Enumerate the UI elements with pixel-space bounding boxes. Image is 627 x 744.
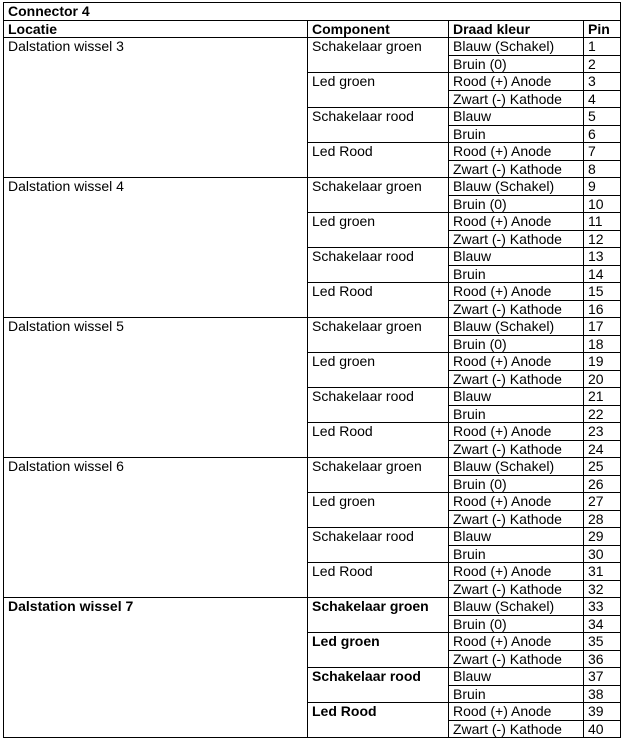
- wire-color-cell: Bruin (0): [449, 615, 584, 633]
- component-cell: Schakelaar groen: [308, 38, 449, 73]
- component-cell: Led groen: [308, 493, 449, 528]
- pin-cell: 6: [584, 125, 621, 143]
- wire-color-cell: Rood (+) Anode: [449, 423, 584, 441]
- pin-cell: 12: [584, 230, 621, 248]
- component-cell: Schakelaar groen: [308, 318, 449, 353]
- pin-cell: 4: [584, 90, 621, 108]
- component-cell: Schakelaar rood: [308, 248, 449, 283]
- component-cell: Schakelaar rood: [308, 108, 449, 143]
- pin-cell: 39: [584, 703, 621, 721]
- pin-cell: 35: [584, 633, 621, 651]
- wire-color-cell: Zwart (-) Kathode: [449, 510, 584, 528]
- wire-color-cell: Zwart (-) Kathode: [449, 370, 584, 388]
- pin-cell: 3: [584, 73, 621, 91]
- component-cell: Led groen: [308, 73, 449, 108]
- table-row: [4, 318, 621, 336]
- pin-cell: 26: [584, 475, 621, 493]
- wire-color-cell: Bruin (0): [449, 195, 584, 213]
- component-cell: Schakelaar groen: [308, 458, 449, 493]
- pin-cell: 38: [584, 685, 621, 703]
- wire-color-cell: Rood (+) Anode: [449, 213, 584, 231]
- component-cell: Led Rood: [308, 143, 449, 178]
- table-row: [4, 458, 621, 476]
- pin-cell: 7: [584, 143, 621, 161]
- component-cell: Led Rood: [308, 423, 449, 458]
- wire-color-cell: Blauw: [449, 668, 584, 686]
- wire-color-cell: Zwart (-) Kathode: [449, 720, 584, 738]
- pin-cell: 21: [584, 388, 621, 406]
- pin-cell: 14: [584, 265, 621, 283]
- wire-color-cell: Zwart (-) Kathode: [449, 650, 584, 668]
- pin-cell: 28: [584, 510, 621, 528]
- wire-color-cell: Bruin: [449, 545, 584, 563]
- wire-color-cell: Blauw: [449, 388, 584, 406]
- wire-color-cell: Blauw (Schakel): [449, 178, 584, 196]
- location-cell: Dalstation wissel 4: [4, 178, 308, 318]
- pin-cell: 27: [584, 493, 621, 511]
- wire-color-cell: Bruin (0): [449, 55, 584, 73]
- location-cell: Dalstation wissel 6: [4, 458, 308, 598]
- pin-cell: 13: [584, 248, 621, 266]
- header-row: [4, 20, 621, 38]
- location-cell: Dalstation wissel 3: [4, 38, 308, 178]
- wire-color-cell: Rood (+) Anode: [449, 493, 584, 511]
- pin-cell: 23: [584, 423, 621, 441]
- pin-cell: 9: [584, 178, 621, 196]
- wire-color-cell: Blauw: [449, 528, 584, 546]
- wire-color-cell: Bruin: [449, 125, 584, 143]
- pin-cell: 30: [584, 545, 621, 563]
- pin-cell: 1: [584, 38, 621, 56]
- wire-color-cell: Zwart (-) Kathode: [449, 90, 584, 108]
- wire-color-cell: Zwart (-) Kathode: [449, 160, 584, 178]
- pin-cell: 5: [584, 108, 621, 126]
- component-cell: Led Rood: [308, 563, 449, 598]
- component-cell: Led Rood: [308, 283, 449, 318]
- table-row: [4, 178, 621, 196]
- wire-color-cell: Blauw: [449, 248, 584, 266]
- pin-cell: 36: [584, 650, 621, 668]
- wire-color-cell: Rood (+) Anode: [449, 143, 584, 161]
- pin-cell: 22: [584, 405, 621, 423]
- wire-color-cell: Rood (+) Anode: [449, 563, 584, 581]
- pin-cell: 19: [584, 353, 621, 371]
- pin-cell: 20: [584, 370, 621, 388]
- pin-cell: 17: [584, 318, 621, 336]
- component-cell: Schakelaar rood: [308, 388, 449, 423]
- wire-color-cell: Bruin: [449, 405, 584, 423]
- component-cell: Schakelaar groen: [308, 178, 449, 213]
- pin-cell: 15: [584, 283, 621, 301]
- table-title: Connector 4: [4, 3, 621, 21]
- component-cell: Schakelaar rood: [308, 528, 449, 563]
- wire-color-cell: Bruin: [449, 265, 584, 283]
- wire-color-cell: Rood (+) Anode: [449, 283, 584, 301]
- connector-table-body: [4, 3, 621, 738]
- wire-color-cell: Rood (+) Anode: [449, 73, 584, 91]
- wire-color-cell: Zwart (-) Kathode: [449, 230, 584, 248]
- location-cell: Dalstation wissel 7: [4, 598, 308, 738]
- component-cell: Led groen: [308, 213, 449, 248]
- wire-color-cell: Rood (+) Anode: [449, 633, 584, 651]
- wire-color-cell: Bruin: [449, 685, 584, 703]
- component-cell: Led groen: [308, 633, 449, 668]
- pin-cell: 33: [584, 598, 621, 616]
- pin-cell: 32: [584, 580, 621, 598]
- pin-cell: 34: [584, 615, 621, 633]
- pin-cell: 40: [584, 720, 621, 738]
- wire-color-cell: Blauw (Schakel): [449, 318, 584, 336]
- pin-cell: 8: [584, 160, 621, 178]
- component-cell: Led Rood: [308, 703, 449, 738]
- wire-color-cell: Bruin (0): [449, 335, 584, 353]
- wire-color-cell: Bruin (0): [449, 475, 584, 493]
- wire-color-cell: Blauw: [449, 108, 584, 126]
- pin-cell: 16: [584, 300, 621, 318]
- wire-color-cell: Blauw (Schakel): [449, 38, 584, 56]
- table-row: [4, 38, 621, 56]
- pin-cell: 25: [584, 458, 621, 476]
- component-cell: Led groen: [308, 353, 449, 388]
- wire-color-cell: Rood (+) Anode: [449, 703, 584, 721]
- header-component: Component: [308, 20, 449, 38]
- component-cell: Schakelaar groen: [308, 598, 449, 633]
- wire-color-cell: Zwart (-) Kathode: [449, 580, 584, 598]
- pin-cell: 18: [584, 335, 621, 353]
- pin-cell: 24: [584, 440, 621, 458]
- wire-color-cell: Zwart (-) Kathode: [449, 440, 584, 458]
- pin-cell: 37: [584, 668, 621, 686]
- pin-cell: 11: [584, 213, 621, 231]
- pin-cell: 10: [584, 195, 621, 213]
- pin-cell: 29: [584, 528, 621, 546]
- wire-color-cell: Blauw (Schakel): [449, 598, 584, 616]
- pin-cell: 31: [584, 563, 621, 581]
- wire-color-cell: Rood (+) Anode: [449, 353, 584, 371]
- header-location: Locatie: [4, 20, 308, 38]
- wire-color-cell: Blauw (Schakel): [449, 458, 584, 476]
- table-row: [4, 598, 621, 616]
- header-pin: Pin: [584, 20, 621, 38]
- wire-color-cell: Zwart (-) Kathode: [449, 300, 584, 318]
- location-cell: Dalstation wissel 5: [4, 318, 308, 458]
- header-wire: Draad kleur: [449, 20, 584, 38]
- pin-cell: 2: [584, 55, 621, 73]
- component-cell: Schakelaar rood: [308, 668, 449, 703]
- connector-table: [3, 2, 621, 738]
